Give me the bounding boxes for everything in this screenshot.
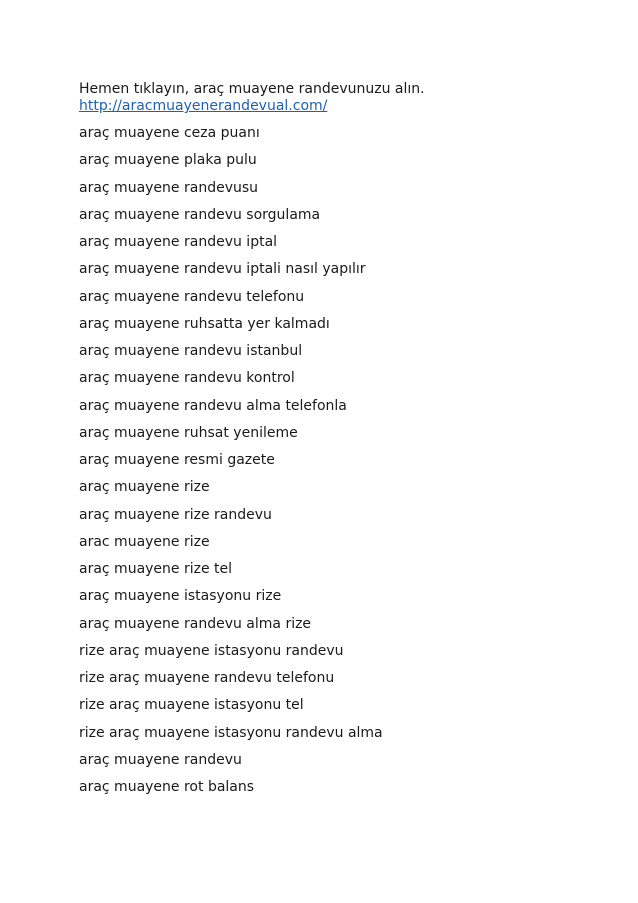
keyword-line: rize araç muayene istasyonu randevu xyxy=(79,642,344,659)
keyword-line: araç muayene randevu alma rize xyxy=(79,615,312,632)
keyword-line: araç muayene randevu kontrol xyxy=(79,370,295,387)
keyword-line: araç muayene plaka pulu xyxy=(79,152,257,169)
keyword-line: araç muayene randevu xyxy=(79,751,242,768)
keyword-line: araç muayene randevu iptali nasıl yapılır xyxy=(79,261,366,278)
keyword-line: rize araç muayene istasyonu tel xyxy=(79,697,304,714)
keyword-line: araç muayene randevu alma telefonla xyxy=(79,397,347,414)
keyword-line: araç muayene resmi gazete xyxy=(79,452,275,468)
keyword-line: rize araç muayene randevu telefonu xyxy=(79,670,335,686)
keyword-line: araç muayene randevu telefonu xyxy=(79,288,305,305)
keyword-line: araç muayene ruhsatta yer kalmadı xyxy=(79,315,330,332)
keyword-line: araç muayene rot balans xyxy=(79,779,255,795)
keyword-line: araç muayene istasyonu rize xyxy=(79,588,282,605)
keyword-line: araç muayene randevu sorgulama xyxy=(79,206,321,223)
keyword-line: araç muayene randevusu xyxy=(79,179,259,196)
website-link[interactable]: http://aracmuayenerandevual.com/ xyxy=(79,98,328,114)
intro-text: Hemen tıklayın, araç muayene randevunuzu alın. xyxy=(79,81,425,97)
keyword-list xyxy=(79,125,579,806)
keyword-line: araç muayene randevu istanbul xyxy=(79,343,303,359)
keyword-line: arac muayene rize xyxy=(79,533,210,550)
keyword-line: araç muayene rize xyxy=(79,479,210,496)
document-body xyxy=(79,81,579,806)
keyword-line: araç muayene ruhsat yenileme xyxy=(79,424,298,441)
keyword-line: araç muayene rize tel xyxy=(79,561,233,577)
keyword-line: araç muayene rize randevu xyxy=(79,506,272,523)
keyword-line: rize araç muayene istasyonu randevu alma xyxy=(79,724,383,741)
keyword-line: araç muayene ceza puanı xyxy=(79,125,260,141)
keyword-line: araç muayene randevu iptal xyxy=(79,234,278,250)
